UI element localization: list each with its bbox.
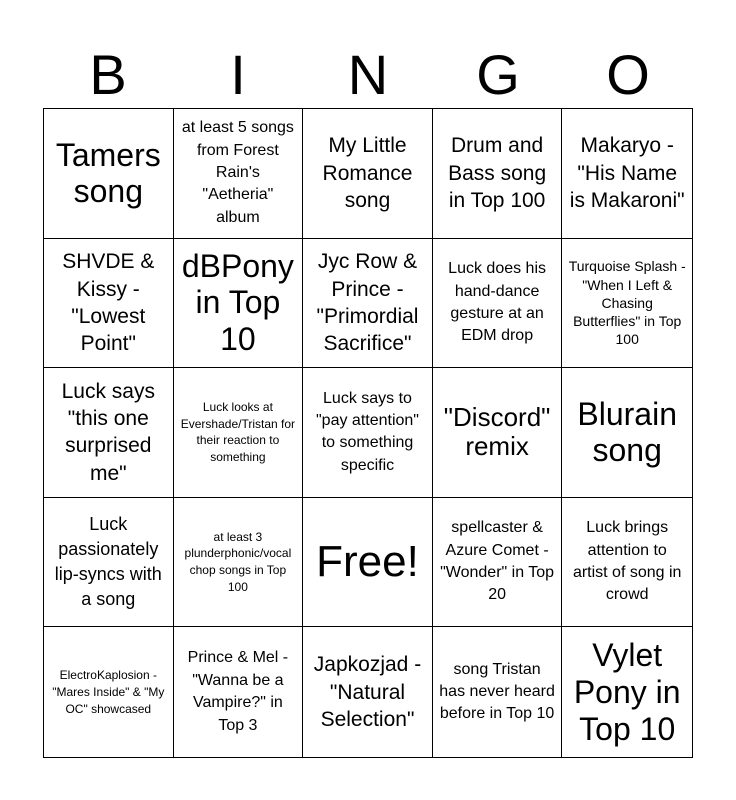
header-letter-b: B: [89, 43, 127, 106]
cell-text: Luck passionately lip-syncs with a song: [54, 513, 162, 610]
bingo-cell-r4-c2[interactable]: [303, 627, 433, 757]
bingo-header: [43, 42, 693, 108]
cell-text: song Tristan has never heard before in Top 10: [439, 660, 555, 723]
bingo-cell-r0-c0[interactable]: [44, 109, 174, 239]
cell-text: dBPony in Top 10: [181, 247, 294, 358]
cell-text: Luck says "this one surprised me": [61, 379, 155, 485]
cell-text: Japkozjad - "Natural Selection": [313, 653, 422, 731]
bingo-cell-r3-c0[interactable]: [44, 498, 174, 628]
bingo-cell-r3-c4[interactable]: [562, 498, 692, 628]
cell-text: spellcaster & Azure Comet - "Wonder" in Top 20: [440, 519, 555, 604]
bingo-cell-r4-c3[interactable]: [433, 627, 563, 757]
bingo-cell-r2-c4[interactable]: [562, 368, 692, 498]
bingo-cell-free[interactable]: [303, 498, 433, 628]
cell-text: Luck looks at Evershade/Tristan for their reaction to something: [180, 399, 296, 465]
cell-text: Drum and Bass song in Top 100: [448, 134, 547, 212]
cell-text: Luck does his hand-dance gesture at an EDM drop: [448, 260, 547, 345]
bingo-board: [43, 108, 693, 758]
cell-text: SHVDE & Kissy - "Lowest Point": [62, 250, 155, 356]
free-space-text: Free!: [316, 537, 419, 587]
header-letter-i: I: [230, 43, 246, 106]
bingo-cell-r3-c1[interactable]: [174, 498, 304, 628]
bingo-cell-r4-c1[interactable]: [174, 627, 304, 757]
bingo-cell-r0-c2[interactable]: [303, 109, 433, 239]
cell-text: Turquoise Splash - "When I Left & Chasing Butterflies" in Top 100: [568, 258, 686, 348]
bingo-cell-r2-c2[interactable]: [303, 368, 433, 498]
cell-text: ElectroKaplosion - "Mares Inside" & "My OC" showcased: [52, 668, 165, 716]
bingo-cell-r0-c1[interactable]: [174, 109, 304, 239]
cell-text: Tamers song: [55, 136, 161, 210]
bingo-cell-r1-c2[interactable]: [303, 239, 433, 369]
bingo-cell-r1-c4[interactable]: [562, 239, 692, 369]
header-letter-o: O: [606, 43, 650, 106]
cell-text: My Little Romance song: [322, 134, 413, 212]
cell-text: at least 5 songs from Forest Rain's "Aetheria" album: [181, 119, 294, 226]
bingo-cell-r2-c1[interactable]: [174, 368, 304, 498]
cell-text: Makaryo - "His Name is Makaroni": [569, 134, 685, 212]
cell-text: Prince & Mel - "Wanna be a Vampire?" in Top 3: [187, 649, 289, 734]
cell-text: Luck brings attention to artist of song in crowd: [572, 519, 682, 604]
header-letter-g: G: [476, 43, 520, 106]
bingo-cell-r2-c3[interactable]: [433, 368, 563, 498]
cell-text: Jyc Row & Prince - "Primordial Sacrifice": [316, 250, 419, 356]
bingo-cell-r4-c4[interactable]: [562, 627, 692, 757]
header-letter-n: N: [347, 43, 389, 106]
bingo-cell-r1-c1[interactable]: [174, 239, 304, 369]
bingo-cell-r0-c4[interactable]: [562, 109, 692, 239]
cell-text: "Discord" remix: [443, 401, 551, 462]
cell-text: Vylet Pony in Top 10: [573, 637, 681, 747]
bingo-cell-r4-c0[interactable]: [44, 627, 174, 757]
cell-text: Luck says to "pay attention" to something specific: [316, 389, 419, 474]
cell-text: at least 3 plunderphonic/vocal chop songs in Top 100: [184, 529, 292, 594]
bingo-cell-r1-c3[interactable]: [433, 239, 563, 369]
bingo-cell-r2-c0[interactable]: [44, 368, 174, 498]
bingo-cell-r1-c0[interactable]: [44, 239, 174, 369]
cell-text: Blurain song: [577, 395, 677, 469]
bingo-cell-r3-c3[interactable]: [433, 498, 563, 628]
bingo-cell-r0-c3[interactable]: [433, 109, 563, 239]
